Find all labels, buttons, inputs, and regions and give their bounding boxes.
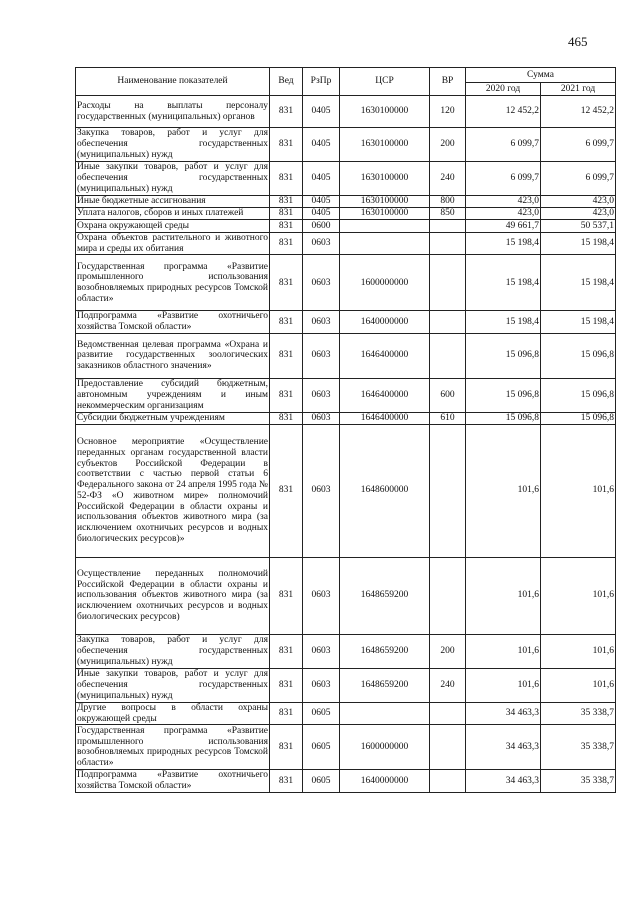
table-row — [76, 311, 616, 333]
cell-y2021: 35 338,7 — [541, 725, 616, 770]
cell-vr: 850 — [430, 208, 466, 220]
cell-rzpr: 0405 — [303, 208, 340, 220]
cell-vr — [430, 220, 466, 233]
cell-name: Иные закупки товаров, работ и услуг для обеспечения государственных (муниципальных) нужд — [77, 669, 268, 701]
cell-y2021: 6 099,7 — [541, 162, 616, 196]
cell-name: Охрана окружающей среды — [76, 220, 270, 233]
cell-y2020: 15 096,8 — [466, 378, 541, 412]
table-row — [76, 770, 616, 792]
cell-ved: 831 — [270, 702, 303, 724]
cell-csr: 1630100000 — [340, 96, 430, 128]
cell-rzpr: 0603 — [303, 233, 340, 255]
table-row — [76, 668, 616, 702]
cell-rzpr: 0605 — [303, 770, 340, 792]
cell-y2020: 15 198,4 — [466, 311, 541, 333]
header-sum: Сумма — [466, 68, 616, 83]
cell-rzpr: 0603 — [303, 557, 340, 634]
cell-ved: 831 — [270, 378, 303, 412]
cell-y2020: 34 463,3 — [466, 702, 541, 724]
cell-y2021: 15 198,4 — [541, 255, 616, 311]
table-row — [76, 196, 616, 208]
table-row — [76, 233, 616, 255]
table-body — [76, 96, 616, 793]
cell-csr: 1648659200 — [340, 557, 430, 634]
cell-y2021: 15 198,4 — [541, 311, 616, 333]
table-row — [76, 333, 616, 378]
cell-ved: 831 — [270, 162, 303, 196]
table-row — [76, 557, 616, 634]
cell-vr — [430, 333, 466, 378]
header-2020: 2020 год — [466, 83, 541, 96]
cell-name: Иные бюджетные ассигнования — [76, 196, 270, 208]
cell-y2020: 101,6 — [466, 424, 541, 557]
cell-rzpr: 0603 — [303, 634, 340, 668]
header-name: Наименование показателей — [76, 68, 270, 96]
cell-rzpr: 0603 — [303, 412, 340, 424]
cell-ved: 831 — [270, 770, 303, 792]
cell-y2020: 34 463,3 — [466, 770, 541, 792]
cell-csr: 1600000000 — [340, 725, 430, 770]
page-number: 465 — [568, 34, 588, 49]
header-rzpr: РзПр — [303, 68, 340, 96]
cell-vr — [430, 233, 466, 255]
cell-y2020: 15 096,8 — [466, 412, 541, 424]
cell-vr: 240 — [430, 162, 466, 196]
cell-y2021: 35 338,7 — [541, 770, 616, 792]
cell-y2021: 15 096,8 — [541, 378, 616, 412]
cell-name: Подпрограмма «Развитие охотничьего хозяйства Томской области» — [77, 311, 268, 333]
cell-name: Охрана объектов растительного и животного мира и среды их обитания — [77, 233, 268, 254]
table-row — [76, 702, 616, 724]
cell-rzpr: 0405 — [303, 196, 340, 208]
cell-ved: 831 — [270, 311, 303, 333]
cell-y2021: 50 537,1 — [541, 220, 616, 233]
cell-rzpr: 0603 — [303, 333, 340, 378]
cell-name: Предоставление субсидий бюджетным, автономным учреждениям и иным некоммерческим организациям — [77, 379, 268, 411]
cell-rzpr: 0405 — [303, 96, 340, 128]
cell-y2020: 6 099,7 — [466, 128, 541, 162]
table-row — [76, 725, 616, 770]
cell-csr: 1600000000 — [340, 255, 430, 311]
cell-y2021: 15 096,8 — [541, 333, 616, 378]
table-row — [76, 634, 616, 668]
cell-csr — [340, 220, 430, 233]
cell-csr: 1640000000 — [340, 770, 430, 792]
cell-y2021: 423,0 — [541, 196, 616, 208]
cell-csr: 1630100000 — [340, 196, 430, 208]
cell-name: Другие вопросы в области охраны окружающей среды — [77, 702, 268, 724]
cell-name: Ведомственная целевая программа «Охрана и развитие государственных зоологических заказников областного значения» — [76, 333, 270, 378]
table-row — [76, 208, 616, 220]
cell-vr — [430, 725, 466, 770]
cell-rzpr: 0603 — [303, 424, 340, 557]
cell-y2021: 423,0 — [541, 208, 616, 220]
table-row — [76, 424, 616, 557]
cell-ved: 831 — [270, 412, 303, 424]
cell-ved: 831 — [270, 233, 303, 255]
table-row — [76, 378, 616, 412]
cell-rzpr: 0603 — [303, 668, 340, 702]
cell-name: Подпрограмма «Развитие охотничьего хозяйства Томской области» — [77, 770, 268, 791]
cell-ved: 831 — [270, 634, 303, 668]
cell-y2021: 101,6 — [541, 634, 616, 668]
cell-ved: 831 — [270, 333, 303, 378]
cell-vr — [430, 311, 466, 333]
header-vr: ВР — [430, 68, 466, 96]
cell-y2021: 12 452,2 — [541, 96, 616, 128]
cell-ved: 831 — [270, 220, 303, 233]
cell-y2021: 6 099,7 — [541, 128, 616, 162]
cell-vr: 200 — [430, 128, 466, 162]
cell-csr: 1630100000 — [340, 208, 430, 220]
cell-name: Субсидии бюджетным учреждениям — [76, 412, 270, 424]
cell-csr: 1640000000 — [340, 311, 430, 333]
table-row — [76, 128, 616, 162]
cell-ved: 831 — [270, 196, 303, 208]
cell-name: Закупка товаров, работ и услуг для обеспечения государственных (муниципальных) нужд — [77, 635, 268, 667]
table-row — [76, 96, 616, 128]
cell-rzpr: 0605 — [303, 702, 340, 724]
table-row — [76, 220, 616, 233]
cell-name: Уплата налогов, сборов и иных платежей — [76, 208, 270, 220]
cell-ved: 831 — [270, 255, 303, 311]
cell-rzpr: 0600 — [303, 220, 340, 233]
cell-csr: 1646400000 — [340, 412, 430, 424]
cell-csr: 1646400000 — [340, 333, 430, 378]
cell-y2021: 101,6 — [541, 424, 616, 557]
cell-vr: 800 — [430, 196, 466, 208]
cell-rzpr: 0603 — [303, 311, 340, 333]
cell-y2021: 35 338,7 — [541, 702, 616, 724]
table-row — [76, 162, 616, 196]
cell-y2020: 101,6 — [466, 634, 541, 668]
cell-vr: 610 — [430, 412, 466, 424]
cell-y2020: 34 463,3 — [466, 725, 541, 770]
cell-ved: 831 — [270, 128, 303, 162]
header-csr: ЦСР — [340, 68, 430, 96]
cell-name: Основное мероприятие «Осуществление переданных органам государственной власти субъектов Российской Федерации в соответствии с частью первой статьи 6 Федерального закона от 24 апреля 1995 года № 52-ФЗ «О животном мире» полномочий Российской Федерации в области охраны и использования объектов животного мира (за исключением охотничьих ресурсов и водных биологических ресурсов)» — [76, 424, 270, 557]
table-row — [76, 255, 616, 311]
cell-y2020: 423,0 — [466, 196, 541, 208]
table-row — [76, 412, 616, 424]
cell-y2020: 101,6 — [466, 557, 541, 634]
cell-vr — [430, 557, 466, 634]
cell-y2020: 12 452,2 — [466, 96, 541, 128]
cell-y2020: 49 661,7 — [466, 220, 541, 233]
cell-rzpr: 0603 — [303, 378, 340, 412]
cell-y2021: 101,6 — [541, 668, 616, 702]
cell-ved: 831 — [270, 424, 303, 557]
cell-csr: 1630100000 — [340, 128, 430, 162]
cell-csr: 1648600000 — [340, 424, 430, 557]
cell-csr: 1630100000 — [340, 162, 430, 196]
cell-rzpr: 0405 — [303, 128, 340, 162]
cell-y2020: 423,0 — [466, 208, 541, 220]
cell-name: Закупка товаров, работ и услуг для обеспечения государственных (муниципальных) нужд — [77, 128, 268, 160]
cell-rzpr: 0605 — [303, 725, 340, 770]
cell-csr — [340, 702, 430, 724]
cell-y2020: 101,6 — [466, 668, 541, 702]
cell-csr: 1648659200 — [340, 634, 430, 668]
cell-ved: 831 — [270, 725, 303, 770]
cell-vr: 200 — [430, 634, 466, 668]
cell-vr — [430, 424, 466, 557]
cell-name: Расходы на выплаты персоналу государственных (муниципальных) органов — [76, 96, 270, 128]
budget-table — [75, 67, 616, 793]
cell-vr — [430, 770, 466, 792]
cell-y2021: 101,6 — [541, 557, 616, 634]
cell-vr: 240 — [430, 668, 466, 702]
cell-y2020: 15 096,8 — [466, 333, 541, 378]
cell-vr: 600 — [430, 378, 466, 412]
cell-name: Государственная программа «Развитие промышленного использования возобновляемых природных ресурсов Томской области» — [77, 725, 268, 768]
cell-rzpr: 0603 — [303, 255, 340, 311]
cell-y2020: 6 099,7 — [466, 162, 541, 196]
cell-y2021: 15 096,8 — [541, 412, 616, 424]
cell-name: Государственная программа «Развитие промышленного использования возобновляемых природных ресурсов Томской области» — [76, 255, 270, 311]
cell-y2020: 15 198,4 — [466, 255, 541, 311]
cell-csr: 1648659200 — [340, 668, 430, 702]
cell-vr — [430, 702, 466, 724]
cell-ved: 831 — [270, 96, 303, 128]
cell-csr: 1646400000 — [340, 378, 430, 412]
cell-ved: 831 — [270, 557, 303, 634]
header-2021: 2021 год — [541, 83, 616, 96]
cell-ved: 831 — [270, 668, 303, 702]
cell-ved: 831 — [270, 208, 303, 220]
cell-vr: 120 — [430, 96, 466, 128]
header-ved: Вед — [270, 68, 303, 96]
cell-name: Иные закупки товаров, работ и услуг для обеспечения государственных (муниципальных) нужд — [77, 162, 268, 194]
cell-name: Осуществление переданных полномочий Российской Федерации в области охраны и использования объектов животного мира (за исключением охотничьих ресурсов и водных биологических ресурсов) — [76, 557, 270, 634]
cell-vr — [430, 255, 466, 311]
cell-csr — [340, 233, 430, 255]
cell-rzpr: 0405 — [303, 162, 340, 196]
cell-y2020: 15 198,4 — [466, 233, 541, 255]
cell-y2021: 15 198,4 — [541, 233, 616, 255]
